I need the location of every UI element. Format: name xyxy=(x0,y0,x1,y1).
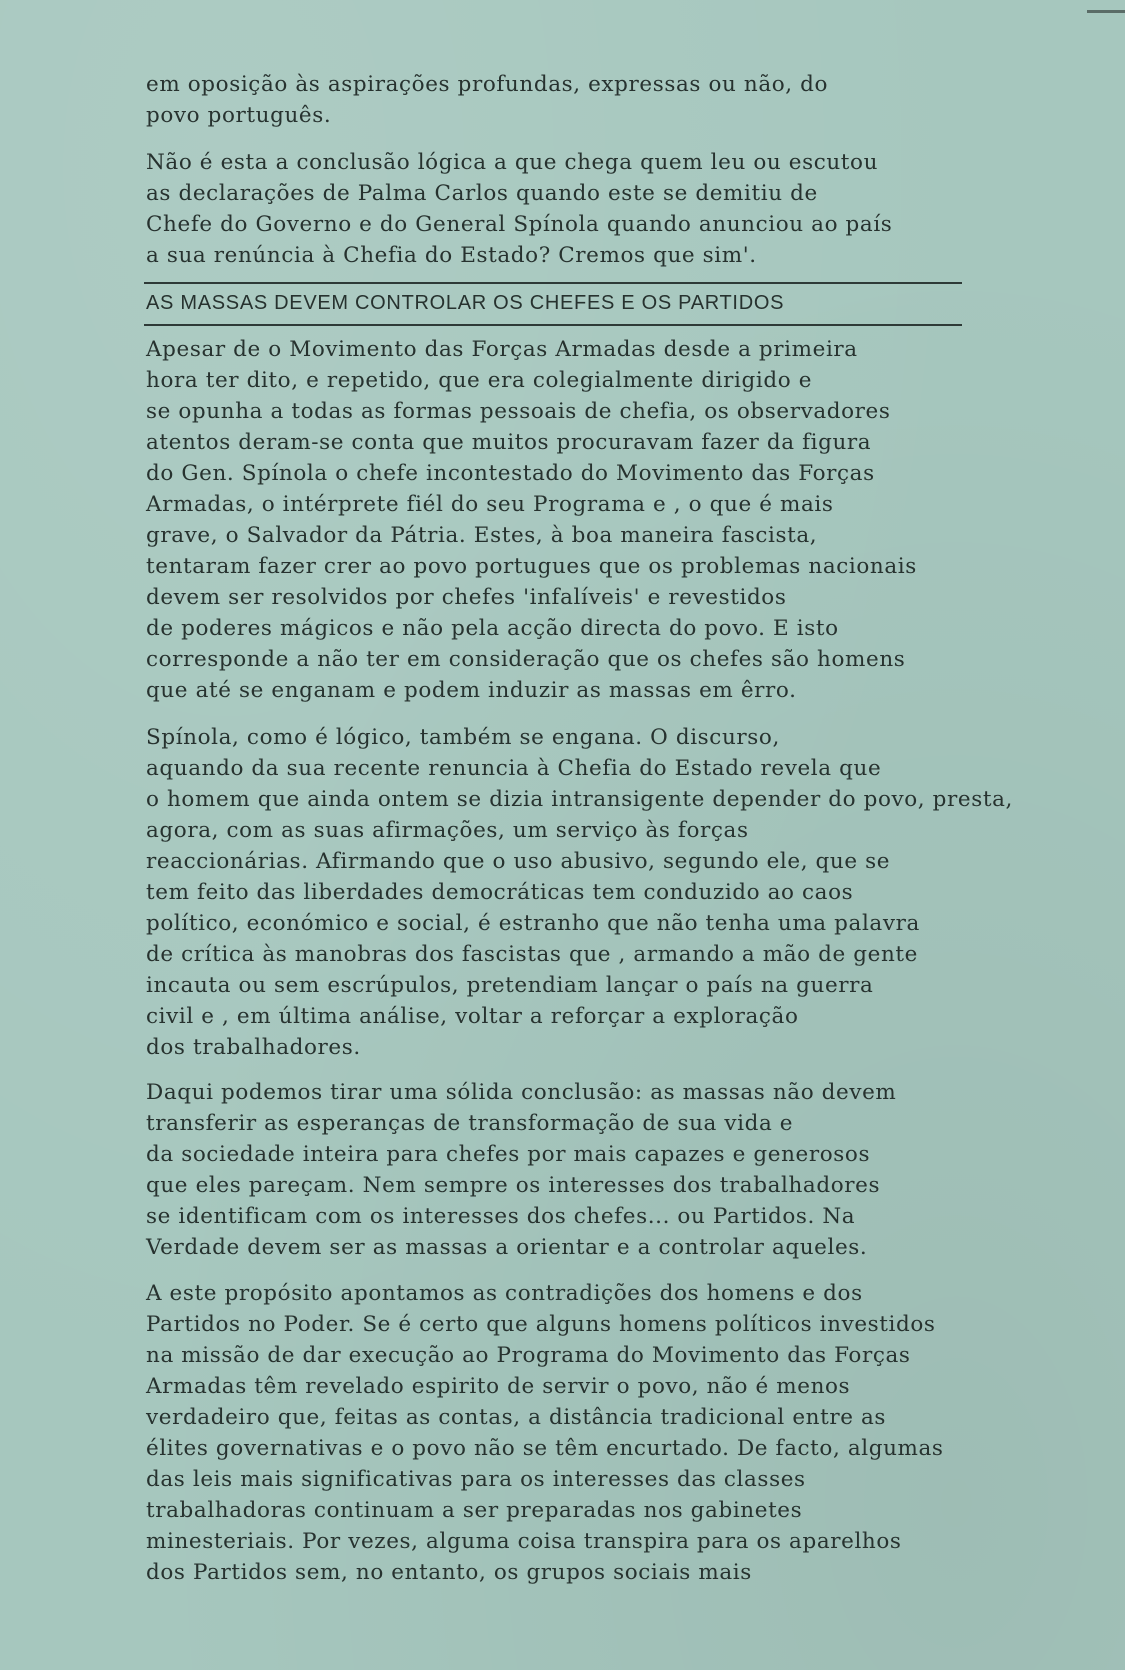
text-line: na missão de dar execução ao Programa do Movimento das Forças xyxy=(146,1343,911,1368)
text-line: político, económico e social, é estranho que não tenha uma palavra xyxy=(146,911,920,936)
text-line: em oposição às aspirações profundas, expressas ou não, do xyxy=(146,72,829,97)
text-line: Chefe do Governo e do General Spínola quando anunciou ao país xyxy=(146,212,893,237)
text-line: o homem que ainda ontem se dizia intransigente depender do povo, presta, xyxy=(146,787,1013,812)
text-line: se identificam com os interesses dos chefes... ou Partidos. Na xyxy=(146,1204,856,1229)
heading-rule-top xyxy=(144,282,962,284)
text-line: que até se enganam e podem induzir as massas em êrro. xyxy=(146,678,797,703)
paragraph-1 xyxy=(146,69,828,131)
text-line: élites governativas e o povo não se têm encurtado. De facto, algumas xyxy=(146,1436,944,1461)
paragraph-4 xyxy=(146,722,1013,1063)
paragraph-2 xyxy=(146,147,892,271)
text-line: Armadas, o intérprete fiél do seu Programa e , o que é mais xyxy=(146,492,834,517)
text-line: da sociedade inteira para chefes por mais capazes e generosos xyxy=(146,1142,871,1167)
text-line: Armadas têm revelado espirito de servir o povo, não é menos xyxy=(146,1374,851,1399)
heading-rule-bottom xyxy=(144,324,962,326)
text-line: corresponde a não ter em consideração que os chefes são homens xyxy=(146,647,906,672)
text-line: hora ter dito, e repetido, que era colegialmente dirigido e xyxy=(146,368,813,393)
section-heading: AS MASSAS DEVEM CONTROLAR OS CHEFES E OS PARTIDOS xyxy=(146,292,785,314)
text-line: tentaram fazer crer ao povo portugues que os problemas nacionais xyxy=(146,554,917,579)
text-line: se opunha a todas as formas pessoais de chefia, os observadores xyxy=(146,399,891,424)
text-line: civil e , em última análise, voltar a reforçar a exploração xyxy=(146,1004,799,1029)
text-line: devem ser resolvidos por chefes 'infalíveis' e revestidos xyxy=(146,585,787,610)
paragraph-6 xyxy=(146,1278,944,1588)
text-line: Não é esta a conclusão lógica a que chega quem leu ou escutou xyxy=(146,150,879,175)
text-line: transferir as esperanças de transformação de sua vida e xyxy=(146,1111,794,1136)
text-line: verdadeiro que, feitas as contas, a distância tradicional entre as xyxy=(146,1405,887,1430)
text-line: A este propósito apontamos as contradições dos homens e dos xyxy=(146,1281,863,1306)
text-line: minesteriais. Por vezes, alguma coisa transpira para os aparelhos xyxy=(146,1529,902,1554)
text-line: de poderes mágicos e não pela acção directa do povo. E isto xyxy=(146,616,839,641)
page-edge-mark xyxy=(1087,10,1125,13)
text-line: das leis mais significativas para os interesses das classes xyxy=(146,1467,806,1492)
text-line: grave, o Salvador da Pátria. Estes, à boa maneira fascista, xyxy=(146,523,818,548)
text-line: do Gen. Spínola o chefe incontestado do Movimento das Forças xyxy=(146,461,875,486)
text-line: Apesar de o Movimento das Forças Armadas desde a primeira xyxy=(146,337,858,362)
text-line: a sua renúncia à Chefia do Estado? Cremos que sim'. xyxy=(146,243,757,268)
text-line: Spínola, como é lógico, também se engana. O discurso, xyxy=(146,725,780,750)
text-line: Partidos no Poder. Se é certo que alguns homens políticos investidos xyxy=(146,1312,936,1337)
text-line: aquando da sua recente renuncia à Chefia do Estado revela que xyxy=(146,756,882,781)
text-line: incauta ou sem escrúpulos, pretendiam lançar o país na guerra xyxy=(146,973,874,998)
text-line: Verdade devem ser as massas a orientar e a controlar aqueles. xyxy=(146,1235,868,1260)
text-line: tem feito das liberdades democráticas tem conduzido ao caos xyxy=(146,880,854,905)
text-line: dos Partidos sem, no entanto, os grupos sociais mais xyxy=(146,1560,752,1585)
text-line: atentos deram-se conta que muitos procuravam fazer da figura xyxy=(146,430,872,455)
text-line: que eles pareçam. Nem sempre os interesses dos trabalhadores xyxy=(146,1173,881,1198)
text-line: de crítica às manobras dos fascistas que , armando a mão de gente xyxy=(146,942,918,967)
paragraph-3 xyxy=(146,334,917,706)
text-line: agora, com as suas afirmações, um serviço às forças xyxy=(146,818,749,843)
text-line: reaccionárias. Afirmando que o uso abusivo, segundo ele, que se xyxy=(146,849,891,874)
paragraph-5 xyxy=(146,1077,896,1263)
text-line: trabalhadoras continuam a ser preparadas nos gabinetes xyxy=(146,1498,803,1523)
text-line: as declarações de Palma Carlos quando este se demitiu de xyxy=(146,181,818,206)
text-line: dos trabalhadores. xyxy=(146,1035,361,1060)
text-line: Daqui podemos tirar uma sólida conclusão: as massas não devem xyxy=(146,1080,897,1105)
text-line: povo português. xyxy=(146,103,332,128)
